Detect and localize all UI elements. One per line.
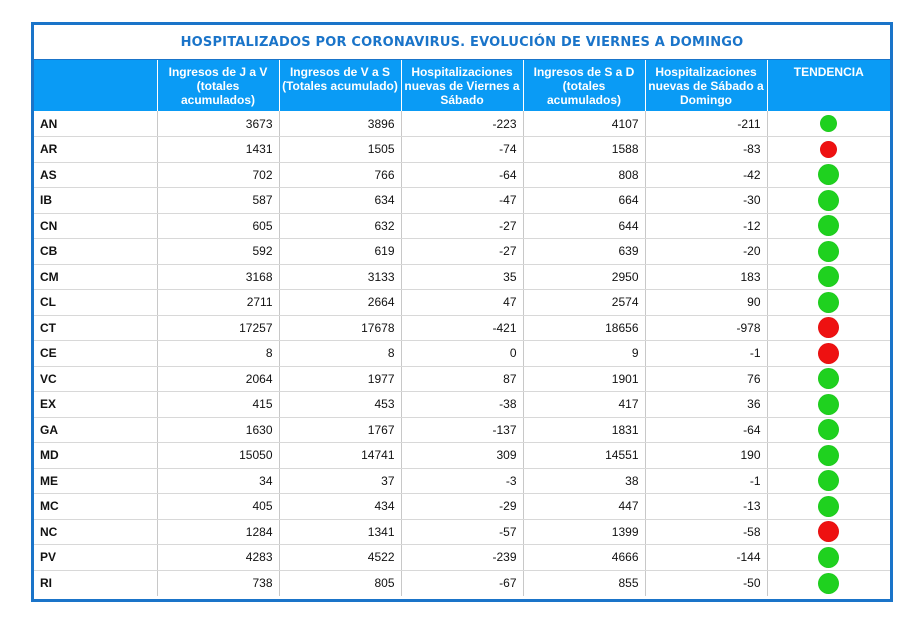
nuevas-vs-cell: -27 bbox=[401, 239, 523, 265]
ingresos-vs-cell: 434 bbox=[279, 494, 401, 520]
nuevas-vs-cell: 0 bbox=[401, 341, 523, 367]
tendencia-cell bbox=[767, 519, 890, 545]
ingresos-jv-cell: 4283 bbox=[157, 545, 279, 571]
ingresos-sd-cell: 2950 bbox=[523, 264, 645, 290]
ingresos-jv-cell: 1630 bbox=[157, 417, 279, 443]
region-cell: MD bbox=[34, 443, 157, 469]
ingresos-vs-cell: 4522 bbox=[279, 545, 401, 571]
ingresos-jv-cell: 3673 bbox=[157, 111, 279, 137]
tendencia-cell bbox=[767, 366, 890, 392]
nuevas-vs-cell: -74 bbox=[401, 137, 523, 163]
table-row bbox=[34, 188, 890, 214]
nuevas-sd-cell: -1 bbox=[645, 341, 767, 367]
header-nuevas-vs: Hospitalizaciones nuevas de Viernes a Sábado bbox=[401, 60, 523, 111]
table-row bbox=[34, 366, 890, 392]
ingresos-vs-cell: 1977 bbox=[279, 366, 401, 392]
trend-green-dot-icon bbox=[818, 445, 839, 466]
nuevas-sd-cell: -20 bbox=[645, 239, 767, 265]
header-tendencia: TENDENCIA bbox=[767, 60, 890, 111]
table-row bbox=[34, 468, 890, 494]
ingresos-sd-cell: 808 bbox=[523, 162, 645, 188]
table-row bbox=[34, 570, 890, 596]
tendencia-cell bbox=[767, 443, 890, 469]
trend-green-dot-icon bbox=[820, 115, 837, 132]
ingresos-sd-cell: 1901 bbox=[523, 366, 645, 392]
region-cell: CN bbox=[34, 213, 157, 239]
region-cell: MC bbox=[34, 494, 157, 520]
region-cell: CM bbox=[34, 264, 157, 290]
ingresos-jv-cell: 2064 bbox=[157, 366, 279, 392]
trend-green-dot-icon bbox=[818, 496, 839, 517]
ingresos-sd-cell: 644 bbox=[523, 213, 645, 239]
nuevas-sd-cell: 76 bbox=[645, 366, 767, 392]
nuevas-sd-cell: -83 bbox=[645, 137, 767, 163]
trend-green-dot-icon bbox=[818, 292, 839, 313]
trend-red-dot-icon bbox=[818, 343, 839, 364]
nuevas-sd-cell: -144 bbox=[645, 545, 767, 571]
table-row bbox=[34, 417, 890, 443]
ingresos-sd-cell: 1399 bbox=[523, 519, 645, 545]
table-row bbox=[34, 137, 890, 163]
trend-green-dot-icon bbox=[818, 547, 839, 568]
table-row bbox=[34, 315, 890, 341]
region-cell: CT bbox=[34, 315, 157, 341]
nuevas-vs-cell: 35 bbox=[401, 264, 523, 290]
nuevas-vs-cell: -64 bbox=[401, 162, 523, 188]
ingresos-sd-cell: 9 bbox=[523, 341, 645, 367]
nuevas-sd-cell: -42 bbox=[645, 162, 767, 188]
ingresos-vs-cell: 2664 bbox=[279, 290, 401, 316]
nuevas-vs-cell: 87 bbox=[401, 366, 523, 392]
nuevas-vs-cell: -137 bbox=[401, 417, 523, 443]
nuevas-vs-cell: -223 bbox=[401, 111, 523, 137]
tendencia-cell bbox=[767, 392, 890, 418]
ingresos-vs-cell: 3896 bbox=[279, 111, 401, 137]
region-cell: AS bbox=[34, 162, 157, 188]
ingresos-jv-cell: 605 bbox=[157, 213, 279, 239]
ingresos-jv-cell: 17257 bbox=[157, 315, 279, 341]
ingresos-vs-cell: 8 bbox=[279, 341, 401, 367]
tendencia-cell bbox=[767, 264, 890, 290]
table-row bbox=[34, 494, 890, 520]
region-cell: NC bbox=[34, 519, 157, 545]
nuevas-vs-cell: -27 bbox=[401, 213, 523, 239]
table-row bbox=[34, 290, 890, 316]
region-cell: CE bbox=[34, 341, 157, 367]
nuevas-sd-cell: -12 bbox=[645, 213, 767, 239]
nuevas-sd-cell: -1 bbox=[645, 468, 767, 494]
ingresos-vs-cell: 453 bbox=[279, 392, 401, 418]
table-body bbox=[34, 111, 890, 596]
ingresos-sd-cell: 1831 bbox=[523, 417, 645, 443]
ingresos-vs-cell: 17678 bbox=[279, 315, 401, 341]
header-ingresos-vs: Ingresos de V a S (Totales acumulado) bbox=[279, 60, 401, 111]
tendencia-cell bbox=[767, 111, 890, 137]
nuevas-sd-cell: 183 bbox=[645, 264, 767, 290]
header-region bbox=[34, 60, 157, 111]
ingresos-sd-cell: 4107 bbox=[523, 111, 645, 137]
tendencia-cell bbox=[767, 188, 890, 214]
nuevas-vs-cell: -57 bbox=[401, 519, 523, 545]
tendencia-cell bbox=[767, 494, 890, 520]
region-cell: EX bbox=[34, 392, 157, 418]
nuevas-sd-cell: -64 bbox=[645, 417, 767, 443]
ingresos-vs-cell: 37 bbox=[279, 468, 401, 494]
table-row bbox=[34, 341, 890, 367]
nuevas-sd-cell: -58 bbox=[645, 519, 767, 545]
tendencia-cell bbox=[767, 315, 890, 341]
ingresos-jv-cell: 592 bbox=[157, 239, 279, 265]
trend-green-dot-icon bbox=[818, 241, 839, 262]
tendencia-cell bbox=[767, 290, 890, 316]
ingresos-jv-cell: 738 bbox=[157, 570, 279, 596]
region-cell: RI bbox=[34, 570, 157, 596]
region-cell: GA bbox=[34, 417, 157, 443]
region-cell: IB bbox=[34, 188, 157, 214]
nuevas-vs-cell: -38 bbox=[401, 392, 523, 418]
nuevas-vs-cell: 309 bbox=[401, 443, 523, 469]
ingresos-jv-cell: 15050 bbox=[157, 443, 279, 469]
tendencia-cell bbox=[767, 239, 890, 265]
region-cell: AN bbox=[34, 111, 157, 137]
ingresos-jv-cell: 405 bbox=[157, 494, 279, 520]
ingresos-sd-cell: 639 bbox=[523, 239, 645, 265]
ingresos-sd-cell: 855 bbox=[523, 570, 645, 596]
table-row bbox=[34, 111, 890, 137]
ingresos-vs-cell: 805 bbox=[279, 570, 401, 596]
tendencia-cell bbox=[767, 137, 890, 163]
region-cell: VC bbox=[34, 366, 157, 392]
table-row bbox=[34, 264, 890, 290]
trend-green-dot-icon bbox=[818, 470, 839, 491]
tendencia-cell bbox=[767, 545, 890, 571]
nuevas-sd-cell: -978 bbox=[645, 315, 767, 341]
ingresos-vs-cell: 632 bbox=[279, 213, 401, 239]
nuevas-sd-cell: -30 bbox=[645, 188, 767, 214]
table-row bbox=[34, 239, 890, 265]
header-ingresos-jv: Ingresos de J a V (totales acumulados) bbox=[157, 60, 279, 111]
ingresos-vs-cell: 14741 bbox=[279, 443, 401, 469]
table-row bbox=[34, 519, 890, 545]
trend-green-dot-icon bbox=[818, 419, 839, 440]
header-nuevas-sd: Hospitalizaciones nuevas de Sábado a Domingo bbox=[645, 60, 767, 111]
nuevas-sd-cell: 190 bbox=[645, 443, 767, 469]
tendencia-cell bbox=[767, 417, 890, 443]
nuevas-vs-cell: -29 bbox=[401, 494, 523, 520]
ingresos-sd-cell: 38 bbox=[523, 468, 645, 494]
nuevas-vs-cell: 47 bbox=[401, 290, 523, 316]
ingresos-sd-cell: 18656 bbox=[523, 315, 645, 341]
region-cell: AR bbox=[34, 137, 157, 163]
region-cell: PV bbox=[34, 545, 157, 571]
ingresos-sd-cell: 2574 bbox=[523, 290, 645, 316]
ingresos-jv-cell: 34 bbox=[157, 468, 279, 494]
ingresos-vs-cell: 619 bbox=[279, 239, 401, 265]
ingresos-vs-cell: 1767 bbox=[279, 417, 401, 443]
ingresos-sd-cell: 1588 bbox=[523, 137, 645, 163]
table-frame bbox=[31, 22, 893, 602]
trend-green-dot-icon bbox=[818, 266, 839, 287]
nuevas-sd-cell: -13 bbox=[645, 494, 767, 520]
ingresos-sd-cell: 447 bbox=[523, 494, 645, 520]
trend-red-dot-icon bbox=[818, 317, 839, 338]
table-row bbox=[34, 213, 890, 239]
hospitalization-table bbox=[34, 60, 890, 596]
ingresos-jv-cell: 1431 bbox=[157, 137, 279, 163]
ingresos-vs-cell: 1341 bbox=[279, 519, 401, 545]
trend-green-dot-icon bbox=[818, 190, 839, 211]
table-row bbox=[34, 443, 890, 469]
trend-green-dot-icon bbox=[818, 368, 839, 389]
ingresos-jv-cell: 1284 bbox=[157, 519, 279, 545]
trend-green-dot-icon bbox=[818, 573, 839, 594]
tendencia-cell bbox=[767, 341, 890, 367]
nuevas-vs-cell: -239 bbox=[401, 545, 523, 571]
region-cell: CB bbox=[34, 239, 157, 265]
nuevas-sd-cell: -211 bbox=[645, 111, 767, 137]
ingresos-sd-cell: 4666 bbox=[523, 545, 645, 571]
table-row bbox=[34, 162, 890, 188]
header-row bbox=[34, 60, 890, 111]
ingresos-vs-cell: 1505 bbox=[279, 137, 401, 163]
tendencia-cell bbox=[767, 213, 890, 239]
region-cell: CL bbox=[34, 290, 157, 316]
tendencia-cell bbox=[767, 468, 890, 494]
trend-green-dot-icon bbox=[818, 394, 839, 415]
table-title: HOSPITALIZADOS POR CORONAVIRUS. EVOLUCIÓN DE VIERNES A DOMINGO bbox=[34, 25, 890, 60]
trend-red-dot-icon bbox=[818, 521, 839, 542]
ingresos-sd-cell: 14551 bbox=[523, 443, 645, 469]
nuevas-vs-cell: -47 bbox=[401, 188, 523, 214]
nuevas-sd-cell: 90 bbox=[645, 290, 767, 316]
tendencia-cell bbox=[767, 162, 890, 188]
ingresos-jv-cell: 3168 bbox=[157, 264, 279, 290]
ingresos-sd-cell: 664 bbox=[523, 188, 645, 214]
ingresos-jv-cell: 415 bbox=[157, 392, 279, 418]
table-row bbox=[34, 545, 890, 571]
ingresos-jv-cell: 2711 bbox=[157, 290, 279, 316]
nuevas-vs-cell: -3 bbox=[401, 468, 523, 494]
nuevas-vs-cell: -67 bbox=[401, 570, 523, 596]
trend-green-dot-icon bbox=[818, 164, 839, 185]
ingresos-vs-cell: 3133 bbox=[279, 264, 401, 290]
ingresos-jv-cell: 587 bbox=[157, 188, 279, 214]
ingresos-jv-cell: 8 bbox=[157, 341, 279, 367]
header-ingresos-sd: Ingresos de S a D (totales acumulados) bbox=[523, 60, 645, 111]
trend-red-dot-icon bbox=[820, 141, 837, 158]
ingresos-vs-cell: 766 bbox=[279, 162, 401, 188]
ingresos-jv-cell: 702 bbox=[157, 162, 279, 188]
tendencia-cell bbox=[767, 570, 890, 596]
table-row bbox=[34, 392, 890, 418]
trend-green-dot-icon bbox=[818, 215, 839, 236]
ingresos-sd-cell: 417 bbox=[523, 392, 645, 418]
nuevas-sd-cell: -50 bbox=[645, 570, 767, 596]
nuevas-sd-cell: 36 bbox=[645, 392, 767, 418]
nuevas-vs-cell: -421 bbox=[401, 315, 523, 341]
region-cell: ME bbox=[34, 468, 157, 494]
ingresos-vs-cell: 634 bbox=[279, 188, 401, 214]
